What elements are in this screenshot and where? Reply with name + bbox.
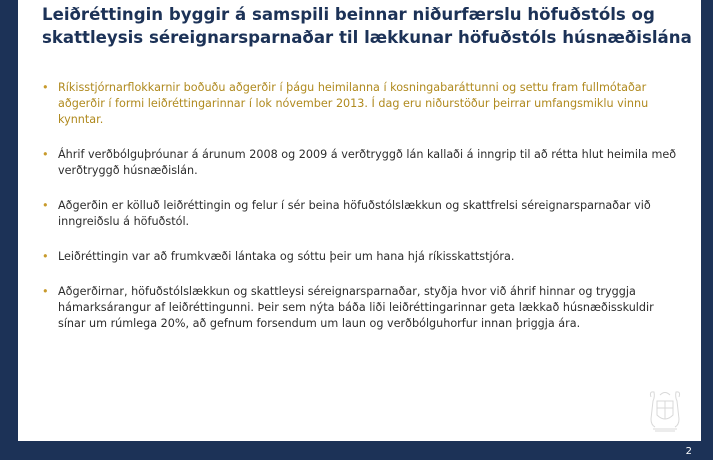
bullet-marker: • (42, 148, 49, 161)
coat-of-arms-icon (645, 389, 685, 433)
page-number: 2 (685, 446, 692, 457)
bullet-item (42, 198, 682, 230)
slide (18, 0, 701, 441)
bullet-marker: • (42, 199, 49, 212)
bullet-item (42, 284, 682, 332)
bullet-text: Leiðréttingin var að frumkvæði lántaka og sóttu þeir um hana hjá ríkisskattstjóra. (58, 250, 515, 263)
bullet-item (42, 80, 682, 128)
bullet-text: Aðgerðin er kölluð leiðréttingin og felur í sér beina höfuðstólslækkun og skattfrelsi séreignarsparnaðar við inngreiðslu á höfuðstól. (58, 199, 651, 228)
bullet-item (42, 249, 682, 265)
bullet-marker: • (42, 285, 49, 298)
bullet-marker: • (42, 81, 49, 94)
slide-title: Leiðréttingin byggir á samspili beinnar niðurfærslu höfuðstóls og skattleysis séreignarsparnaðar til lækkunar höfuðstóls húsnæðislána (42, 5, 692, 47)
bullet-text: Áhrif verðbólguþróunar á árunum 2008 og 2009 á verðtryggð lán kallaði á inngrip til að rétta hlut heimila með verðtryggð húsnæðislán. (58, 148, 677, 177)
bullet-text: Ríkisstjórnarflokkarnir boðuðu aðgerðir í þágu heimilanna í kosningabaráttunni og settu fram fullmótaðar aðgerðir í formi leiðréttingarinnar í lok nóvember 2013. Í dag eru niðurstöður þeirrar umfangsmiklu vinnu kynntar. (58, 81, 649, 126)
bullet-item (42, 147, 682, 179)
bullet-list (42, 80, 682, 332)
bullet-marker: • (42, 250, 49, 263)
bullet-text: Aðgerðirnar, höfuðstólslækkun og skattleysi séreignarsparnaðar, styðja hvor við áhrif hinnar og tryggja hámarksárangur af leiðréttingunni. Þeir sem nýta báða liði leiðréttingarinnar geta lækkað húsnæðisskuldir sínar um rúmlega 20%, að gefnum forsendum um laun og verðbólguhorfur innan þriggja ára. (58, 285, 654, 330)
